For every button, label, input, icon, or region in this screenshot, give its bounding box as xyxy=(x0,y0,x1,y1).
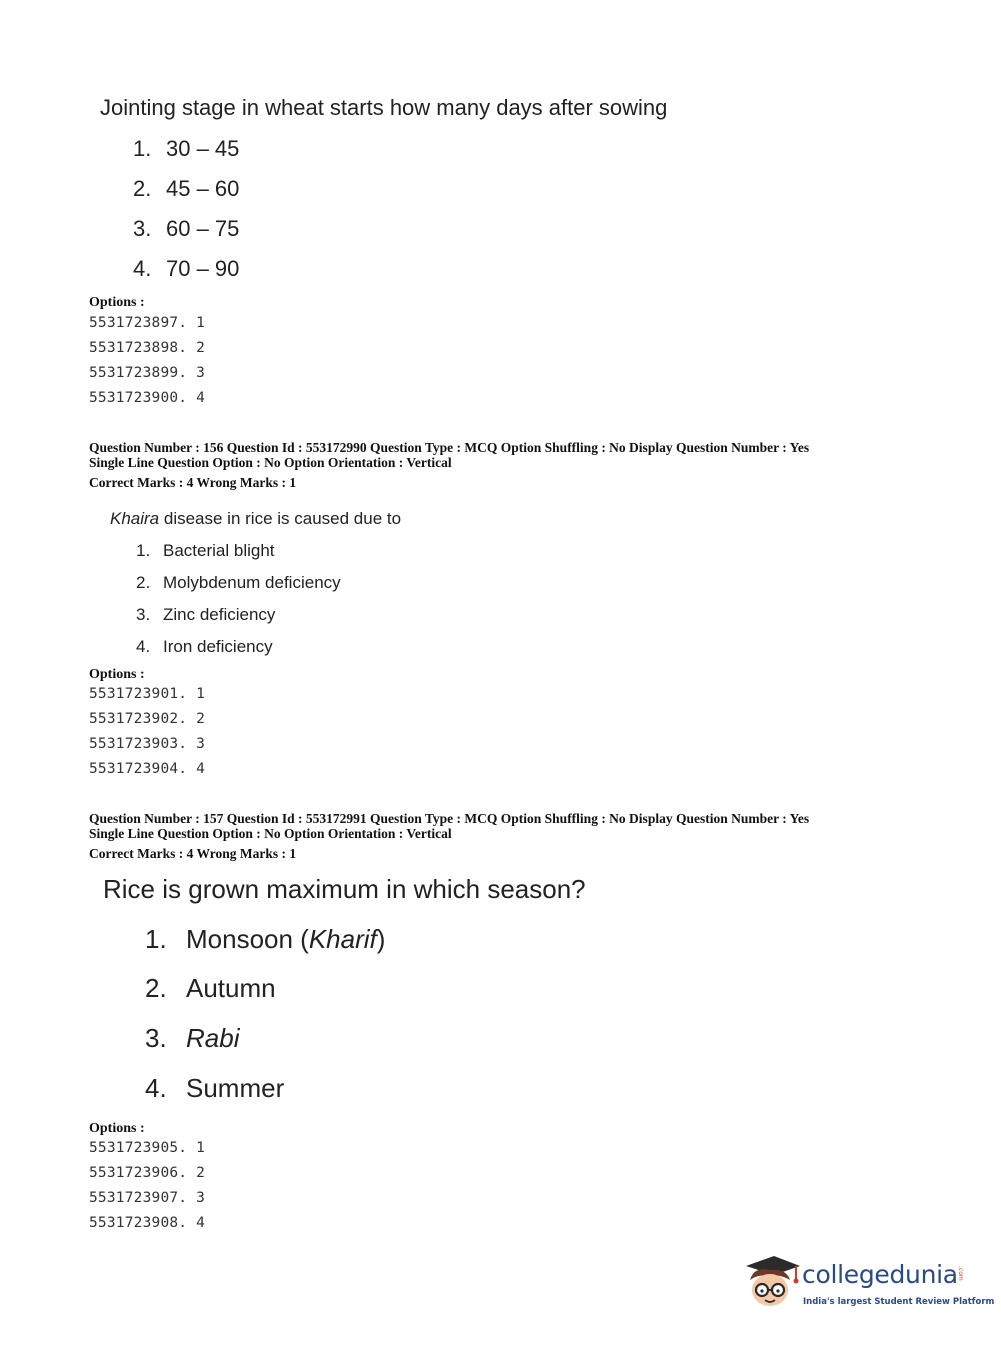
question-meta: Question Number : 157 Question Id : 553172991 Question Type : MCQ Option Shuffling : No Display Question Number : Yes xyxy=(89,811,810,826)
option-id: 5531723899. 3 xyxy=(89,365,206,381)
choice-label: 45 – 60 xyxy=(166,176,240,201)
choice-label: 60 – 75 xyxy=(166,216,240,241)
question-text-italic: Khaira xyxy=(110,509,160,528)
graduate-mascot-icon xyxy=(740,1250,802,1312)
choice-item xyxy=(136,605,275,625)
question-marks: Correct Marks : 4 Wrong Marks : 1 xyxy=(89,475,297,490)
option-id: 5531723897. 1 xyxy=(89,315,206,331)
choice-item xyxy=(133,176,239,202)
question-text: Rice is grown maximum in which season? xyxy=(103,874,586,904)
question-marks: Correct Marks : 4 Wrong Marks : 1 xyxy=(89,846,297,861)
choice-number: 1. xyxy=(133,136,152,161)
choice-item xyxy=(145,973,276,1004)
choice-number: 4. xyxy=(145,1073,167,1103)
brand-name: collegedunia xyxy=(802,1260,958,1289)
choice-label: Bacterial blight xyxy=(163,541,275,560)
option-id: 5531723906. 2 xyxy=(89,1165,206,1181)
choice-number: 2. xyxy=(145,973,167,1003)
choice-number: 3. xyxy=(133,216,152,241)
choice-number: 4. xyxy=(136,637,151,656)
choice-label-end: ) xyxy=(376,924,386,954)
choice-label: Molybdenum deficiency xyxy=(163,573,341,592)
option-id: 5531723898. 2 xyxy=(89,340,206,356)
choice-label-italic: Kharif xyxy=(308,924,377,954)
choice-number: 1. xyxy=(136,541,151,560)
option-id: 5531723908. 4 xyxy=(89,1215,206,1231)
choice-label: 70 – 90 xyxy=(166,256,240,281)
choice-item xyxy=(133,136,239,162)
choice-item xyxy=(136,637,273,657)
choice-label: 30 – 45 xyxy=(166,136,240,161)
choice-item xyxy=(145,924,385,955)
option-id: 5531723900. 4 xyxy=(89,390,206,406)
brand-tagline: India's largest Student Review Platform xyxy=(803,1297,995,1307)
options-label: Options : xyxy=(89,667,145,682)
choice-item xyxy=(136,541,275,561)
choice-item xyxy=(145,1073,284,1104)
choice-label: Summer xyxy=(186,1073,285,1103)
choice-label-italic: Rabi xyxy=(186,1023,240,1053)
question-text xyxy=(110,509,401,529)
choice-item xyxy=(133,216,239,242)
choice-number: 2. xyxy=(136,573,151,592)
choice-number: 2. xyxy=(133,176,152,201)
choice-number: 1. xyxy=(145,924,167,954)
question-text: Jointing stage in wheat starts how many days after sowing xyxy=(100,95,668,120)
choice-number: 3. xyxy=(145,1023,167,1053)
brand-suffix: .com xyxy=(957,1266,964,1281)
question-text-rest: disease in rice is caused due to xyxy=(159,509,402,528)
option-id: 5531723903. 3 xyxy=(89,736,206,752)
option-id: 5531723902. 2 xyxy=(89,711,206,727)
collegedunia-logo[interactable] xyxy=(740,1250,995,1320)
choice-item xyxy=(145,1023,239,1054)
choice-label: Iron deficiency xyxy=(163,637,273,656)
choice-label: Monsoon ( xyxy=(186,924,309,954)
choice-item xyxy=(133,256,239,282)
question-meta: Single Line Question Option : No Option Orientation : Vertical xyxy=(89,455,452,470)
option-id: 5531723904. 4 xyxy=(89,761,206,777)
option-id: 5531723907. 3 xyxy=(89,1190,206,1206)
option-id: 5531723905. 1 xyxy=(89,1140,206,1156)
question-meta: Single Line Question Option : No Option Orientation : Vertical xyxy=(89,826,452,841)
question-meta: Question Number : 156 Question Id : 553172990 Question Type : MCQ Option Shuffling : No Display Question Number : Yes xyxy=(89,440,810,455)
option-id: 5531723901. 1 xyxy=(89,686,206,702)
options-label: Options : xyxy=(89,295,145,310)
choice-number: 4. xyxy=(133,256,152,281)
choice-number: 3. xyxy=(136,605,151,624)
choice-label: Zinc deficiency xyxy=(163,605,276,624)
options-label: Options : xyxy=(89,1121,145,1136)
choice-item xyxy=(136,573,341,593)
choice-label: Autumn xyxy=(186,973,276,1003)
